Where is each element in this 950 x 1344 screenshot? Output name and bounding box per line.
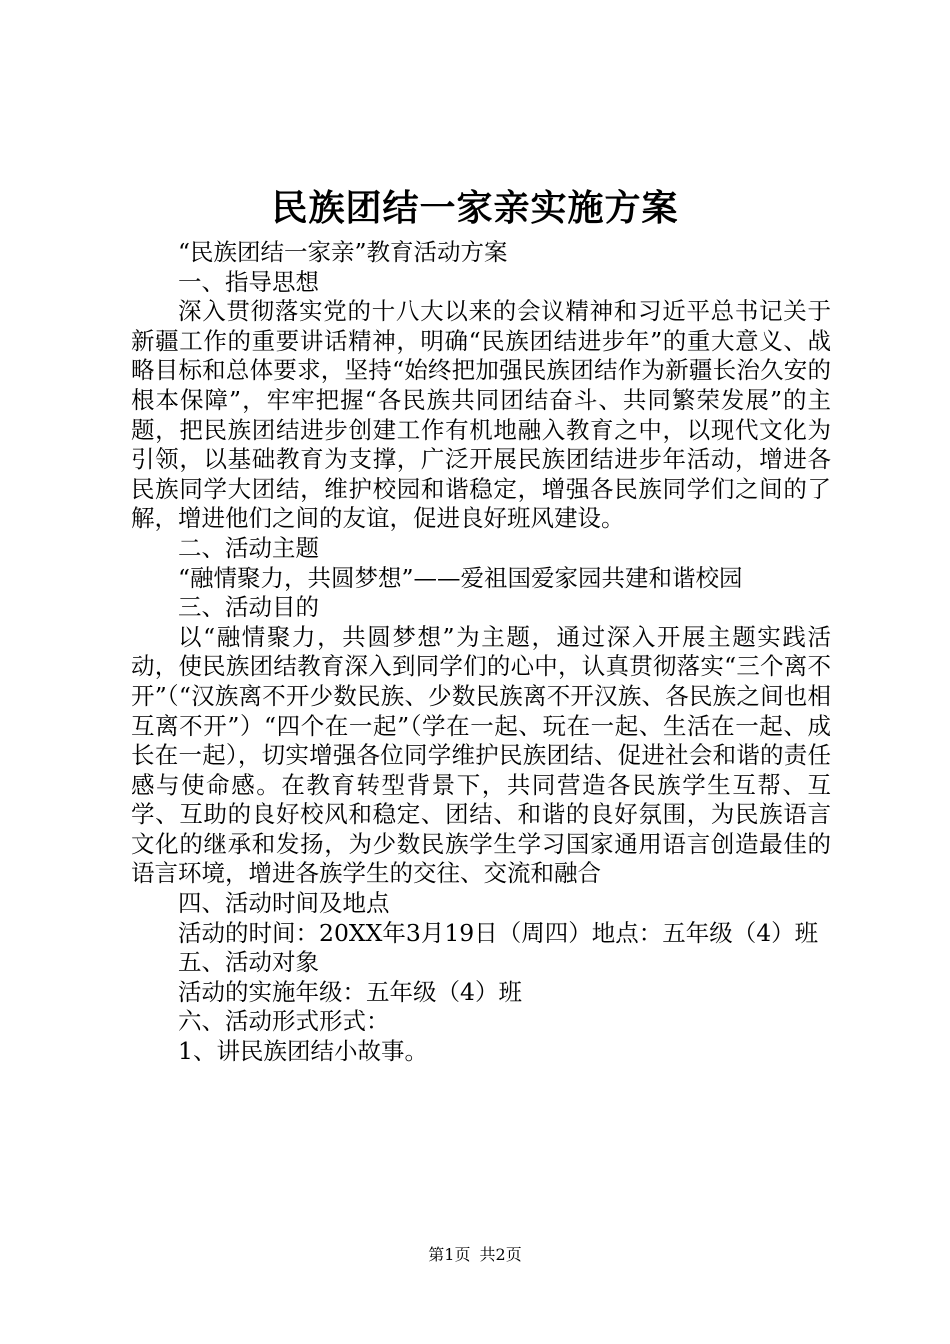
paragraph-subtitle: “民族团结一家亲”教育活动方案 <box>178 238 508 266</box>
paragraph-time-location: 活动的时间：20XX年3月19日（周四）地点：五年级（4）班 <box>178 918 819 947</box>
heading-activity-form: 六、活动形式形式： <box>178 1007 390 1036</box>
heading-activity-target: 五、活动对象 <box>178 948 319 977</box>
paragraph-guiding-ideology: 深入贯彻落实党的十八大以来的会议精神和习近平总书记关于新疆工作的重要讲话精神，明确“民族团结进步年”的重大意义、战略目标和总体要求，坚持“始终把加强民族团结作为新疆长治久安的根本保障”，牢牢把握“各民族共同团结奋斗、共同繁荣发展”的主题，把民族团结进步创建工作有机地融入教育之中，以现代文化为引领，以基础教育为支撑，广泛开展民族团结进步年活动，增进各民族同学大团结，维护校园和谐稳定，增强各民族同学们之间的了解，增进他们之间的友谊，促进良好班风建设。 <box>131 297 831 533</box>
heading-time-location: 四、活动时间及地点 <box>178 889 390 918</box>
page-number: 第1页 <box>428 1245 471 1264</box>
document-body <box>131 238 831 1067</box>
heading-guiding-ideology: 一、指导思想 <box>178 267 319 296</box>
document-title: 民族团结一家亲实施方案 <box>271 187 679 229</box>
page-total: 共2页 <box>479 1245 522 1264</box>
paragraph-activity-theme: “融情聚力，共圆梦想”——爱祖国爱家园共建和谐校园 <box>178 563 743 592</box>
page-footer <box>0 1244 950 1266</box>
paragraph-activity-purpose: 以“融情聚力，共圆梦想”为主题，通过深入开展主题实践活动，使民族团结教育深入到同学们的心中，认真贯彻落实“三个离不开”（“汉族离不开少数民族、少数民族离不开汉族、各民族之间也相互离不开”）“四个在一起”（学在一起、玩在一起、生活在一起、成长在一起），切实增强各位同学维护民族团结、促进社会和谐的责任感与使命感。在教育转型背景下，共同营造各民族学生互帮、互学、互助的良好校风和稳定、团结、和谐的良好氛围，为民族语言文化的继承和发扬，为少数民族学生学习国家通用语言创造最佳的语言环境，增进各族学生的交往、交流和融合 <box>131 622 831 888</box>
list-item-story: 1、讲民族团结小故事。 <box>178 1037 428 1066</box>
heading-activity-theme: 二、活动主题 <box>178 533 319 562</box>
heading-activity-purpose: 三、活动目的 <box>178 593 319 622</box>
paragraph-activity-target: 活动的实施年级：五年级（4）班 <box>178 977 522 1006</box>
